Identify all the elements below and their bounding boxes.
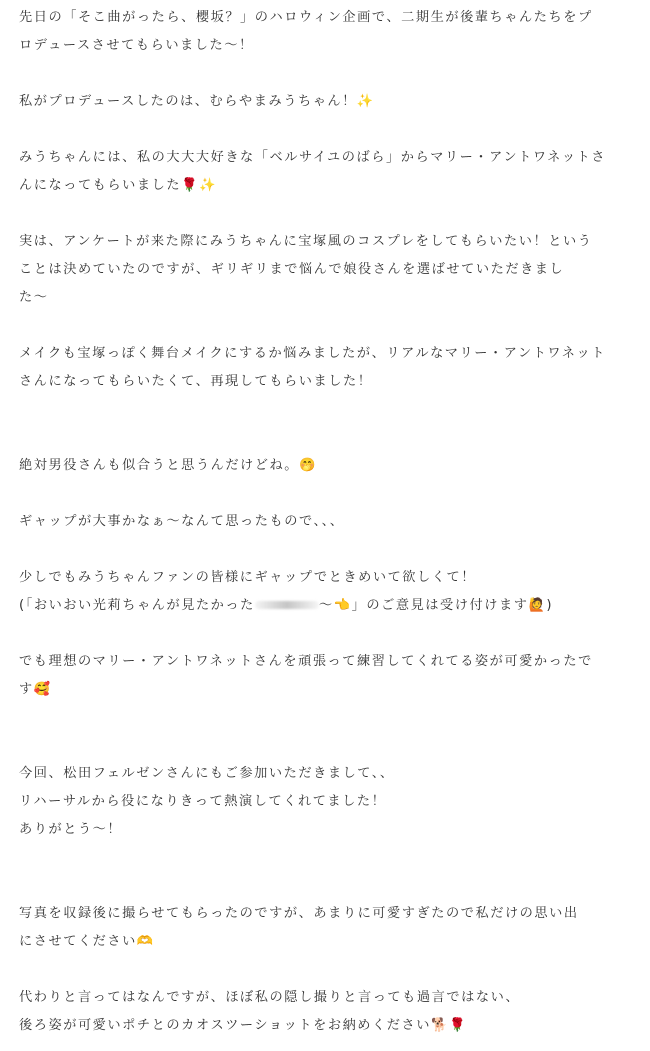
paragraph-fans	[19, 564, 632, 620]
redacted-blur	[255, 601, 319, 609]
text-line: さんになってもらいたくて、再現してもらいました！	[19, 374, 373, 389]
text-line: ギャップが大事かなぁ〜なんて思ったもので、、、	[19, 514, 345, 529]
text-line: 代わりと言ってはなんですが、ほぼ私の隠し撮りと言っても過言ではない、	[19, 990, 521, 1005]
paragraph-two-shot	[19, 984, 632, 1040]
text-fragment: 〜👈」のご意見は受け付けます🙋)	[318, 598, 554, 613]
paragraph-halloween-intro	[19, 4, 632, 60]
paragraph-takarazuka-choice	[19, 228, 632, 312]
paragraph-gap	[19, 508, 632, 536]
text-line: 私がプロデュースしたのは、むらやまみうちゃん！✨	[19, 94, 375, 109]
text-line: ことは決めていたのですが、ギリギリまで悩んで娘役さんを選ばせていただきまし	[19, 262, 565, 277]
text-line: す🥰	[19, 682, 52, 697]
paragraph-photo-memory	[19, 900, 632, 956]
paragraph-fersen	[19, 760, 632, 844]
text-line: でも理想のマリー・アントワネットさんを頑張って練習してくれてる姿が可愛かったで	[19, 654, 593, 669]
text-line: た〜	[19, 290, 49, 305]
text-line: 先日の「そこ曲がったら、櫻坂？」のハロウィン企画で、二期生が後輩ちゃんたちをプ	[19, 10, 593, 25]
text-fragment: (「おいおい光莉ちゃんが見たかった	[19, 598, 255, 613]
text-line: リハーサルから役になりきって熱演してくれてました！	[19, 794, 387, 809]
text-line: 少しでもみうちゃんファンの皆様にギャップでときめいて欲しくて！	[19, 570, 476, 585]
text-line-with-redaction	[19, 592, 632, 620]
paragraph-marie-antoinette	[19, 144, 632, 200]
text-line: メイクも宝塚っぽく舞台メイクにするか悩みましたが、リアルなマリー・アントワネット	[19, 346, 606, 361]
text-line: ありがとう〜！	[19, 822, 123, 837]
paragraph-produced-member	[19, 88, 632, 116]
text-line: 絶対男役さんも似合うと思うんだけどね。🤭	[19, 458, 317, 473]
text-line: にさせてください🫶	[19, 934, 155, 949]
text-line: ロデュースさせてもらいました〜！	[19, 38, 254, 53]
text-line: 今回、松田フェルゼンさんにもご参加いただきまして、、	[19, 766, 395, 781]
text-line: みうちゃんには、私の大大大好きな「ベルサイユのばら」からマリー・アントワネットさ	[19, 150, 607, 165]
text-line: 写真を収録後に撮らせてもらったのですが、あまりに可愛すぎたので私だけの思い出	[19, 906, 579, 921]
paragraph-makeup	[19, 340, 632, 396]
text-line: んになってもらいました🌹✨	[19, 178, 218, 193]
paragraph-otokoyaku	[19, 452, 632, 480]
text-line: 実は、アンケートが来た際にみうちゃんに宝塚風のコスプレをしてもらいたい！という	[19, 234, 593, 249]
text-line: 後ろ姿が可愛いポチとのカオスツーショットをお納めください🐕🌹	[19, 1018, 467, 1033]
paragraph-practice	[19, 648, 632, 704]
